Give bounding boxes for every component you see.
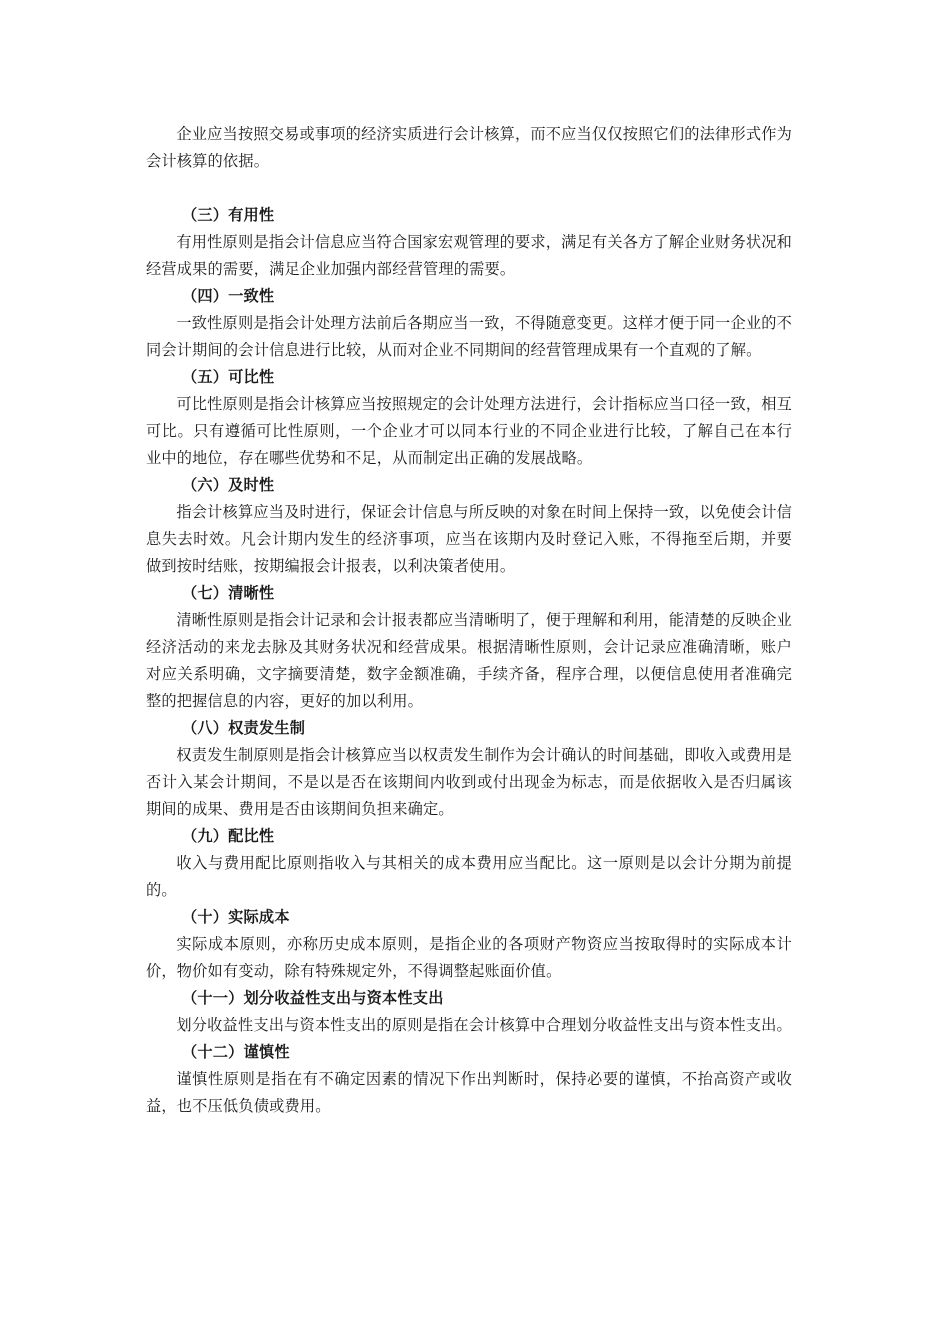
intro-paragraph: 企业应当按照交易或事项的经济实质进行会计核算，而不应当仅仅按照它们的法律形式作为会计核算的依据。 [146, 125, 792, 170]
section-paragraph-4: 一致性原则是指会计处理方法前后各期应当一致，不得随意变更。这样才便于同一企业的不同会计期间的会计信息进行比较，从而对企业不同期间的经营管理成果有一个直观的了解。 [146, 314, 792, 359]
section-heading-4: （四）一致性 [182, 287, 275, 305]
section-heading-9: （九）配比性 [182, 827, 275, 845]
section-paragraph-5: 可比性原则是指会计核算应当按照规定的会计处理方法进行，会计指标应当口径一致，相互可比。只有遵循可比性原则，一个企业才可以同本行业的不同企业进行比较，了解自己在本行业中的地位，存在哪些优势和不足，从而制定出正确的发展战略。 [146, 395, 792, 467]
section-heading-3: （三）有用性 [182, 206, 275, 224]
section-heading-11: （十一）划分收益性支出与资本性支出 [182, 989, 444, 1007]
section-paragraph-6: 指会计核算应当及时进行，保证会计信息与所反映的对象在时间上保持一致，以免使会计信息失去时效。凡会计期内发生的经济事项，应当在该期内及时登记入账，不得拖至后期，并要做到按时结账，按期编报会计报表，以利决策者使用。 [146, 503, 792, 575]
section-paragraph-8: 权责发生制原则是指会计核算应当以权责发生制作为会计确认的时间基础，即收入或费用是否计入某会计期间，不是以是否在该期间内收到或付出现金为标志，而是依据收入是否归属该期间的成果、费用是否由该期间负担来确定。 [146, 746, 792, 818]
section-heading-8: （八）权责发生制 [182, 719, 306, 737]
section-paragraph-7: 清晰性原则是指会计记录和会计报表都应当清晰明了，便于理解和利用，能清楚的反映企业经济活动的来龙去脉及其财务状况和经营成果。根据清晰性原则，会计记录应准确清晰，账户对应关系明确，文字摘要清楚，数字金额准确，手续齐备，程序合理，以便信息使用者准确完整的把握信息的内容，更好的加以利用。 [146, 611, 792, 710]
document-page [146, 121, 792, 1120]
section-heading-5: （五）可比性 [182, 368, 275, 386]
section-paragraph-10: 实际成本原则，亦称历史成本原则，是指企业的各项财产物资应当按取得时的实际成本计价，物价如有变动，除有特殊规定外，不得调整起账面价值。 [146, 935, 792, 980]
section-paragraph-3: 有用性原则是指会计信息应当符合国家宏观管理的要求，满足有关各方了解企业财务状况和经营成果的需要，满足企业加强内部经营管理的需要。 [146, 233, 792, 278]
section-heading-6: （六）及时性 [182, 476, 275, 494]
section-heading-12: （十二）谨慎性 [182, 1043, 290, 1061]
section-heading-7: （七）清晰性 [182, 584, 275, 602]
section-paragraph-11: 划分收益性支出与资本性支出的原则是指在会计核算中合理划分收益性支出与资本性支出。 [176, 1016, 792, 1034]
section-heading-10: （十）实际成本 [182, 908, 290, 926]
section-paragraph-12: 谨慎性原则是指在有不确定因素的情况下作出判断时，保持必要的谨慎，不抬高资产或收益，也不压低负债或费用。 [146, 1070, 792, 1115]
section-paragraph-9: 收入与费用配比原则指收入与其相关的成本费用应当配比。这一原则是以会计分期为前提的。 [146, 854, 792, 899]
